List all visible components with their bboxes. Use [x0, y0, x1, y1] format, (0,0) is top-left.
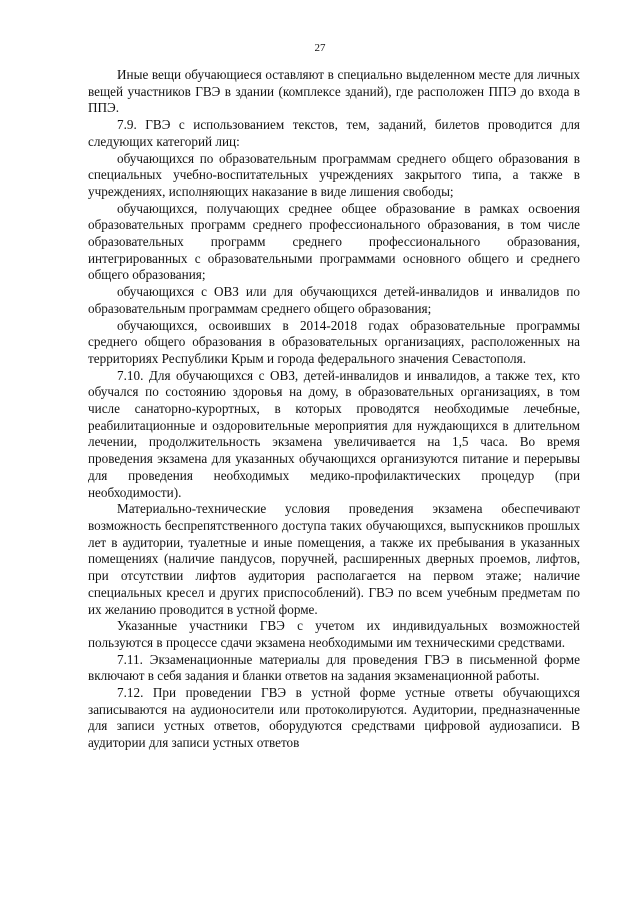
page-number: 27 — [314, 42, 326, 54]
paragraph-personal-items: Иные вещи обучающиеся оставляют в специально выделенном месте для личных вещей участников ГВЭ в здании (комплексе зданий), где расположен ППЭ до входа в ППЭ. — [88, 67, 580, 116]
paragraph-disabled-students: обучающихся с ОВЗ или для обучающихся детей-инвалидов и инвалидов по образовательным программам среднего общего образования; — [88, 284, 580, 316]
paragraph-vocational-students: обучающихся, получающих среднее общее образование в рамках освоения образовательных программ среднего профессионального образования, в том числе образовательных программ среднего профессионального образования, интегрированных с образовательными программами основного общего и среднего общего образования; — [88, 200, 580, 283]
paragraph-technical-conditions: Материально-технические условия проведения экзамена обеспечивают возможность беспрепятственного доступа таких обучающихся, выпускников прошлых лет в аудитории, туалетные и иные помещения, а также их пребывания в указанных помещениях (наличие пандусов, поручней, расширенных дверных проемов, лифтов, при отсутствии лифтов аудитория располагается на первом этаже; наличие специальных кресел и других приспособлений). ГВЭ по всем учебным предметам по их желанию проводится в устной форме. — [88, 501, 580, 617]
page-body — [88, 67, 580, 752]
paragraph-technical-means: Указанные участники ГВЭ с учетом их индивидуальных возможностей пользуются в процессе сдачи экзамена необходимыми им техническими средствами. — [88, 618, 580, 650]
paragraph-7-10: 7.10. Для обучающихся с ОВЗ, детей-инвалидов и инвалидов, а также тех, кто обучался по состоянию здоровья на дому, в образовательных организациях, в том числе санаторно-курортных, в которых проводятся необходимые лечебные, реабилитационные и оздоровительные мероприятия для нуждающихся в длительном лечении, продолжительность экзамена увеличивается на 1,5 часа. Во время проведения экзамена для указанных обучающихся организуются питание и перерывы для проведения необходимых медико-профилактических процедур (при необходимости). — [88, 367, 580, 500]
paragraph-crimea-sevastopol: обучающихся, освоивших в 2014-2018 годах образовательные программы среднего общего образования в образовательных организациях, расположенных на территориях Республики Крым и города федерального значения Севастополя. — [88, 317, 580, 366]
paragraph-7-9: 7.9. ГВЭ с использованием текстов, тем, заданий, билетов проводится для следующих категорий лиц: — [88, 117, 580, 149]
paragraph-7-11: 7.11. Экзаменационные материалы для проведения ГВЭ в письменной форме включают в себя задания и бланки ответов на задания экзаменационной работы. — [88, 651, 580, 684]
paragraph-7-12: 7.12. При проведении ГВЭ в устной форме устные ответы обучающихся записываются на аудионосители или протоколируются. Аудитории, предназначенные для записи устных ответов, оборудуются средствами цифровой аудиозаписи. В аудитории для записи устных ответов — [88, 685, 580, 751]
paragraph-closed-institutions: обучающихся по образовательным программам среднего общего образования в специальных учебно-воспитательных учреждениях закрытого типа, а также в учреждениях, исполняющих наказание в виде лишения свободы; — [88, 150, 580, 199]
